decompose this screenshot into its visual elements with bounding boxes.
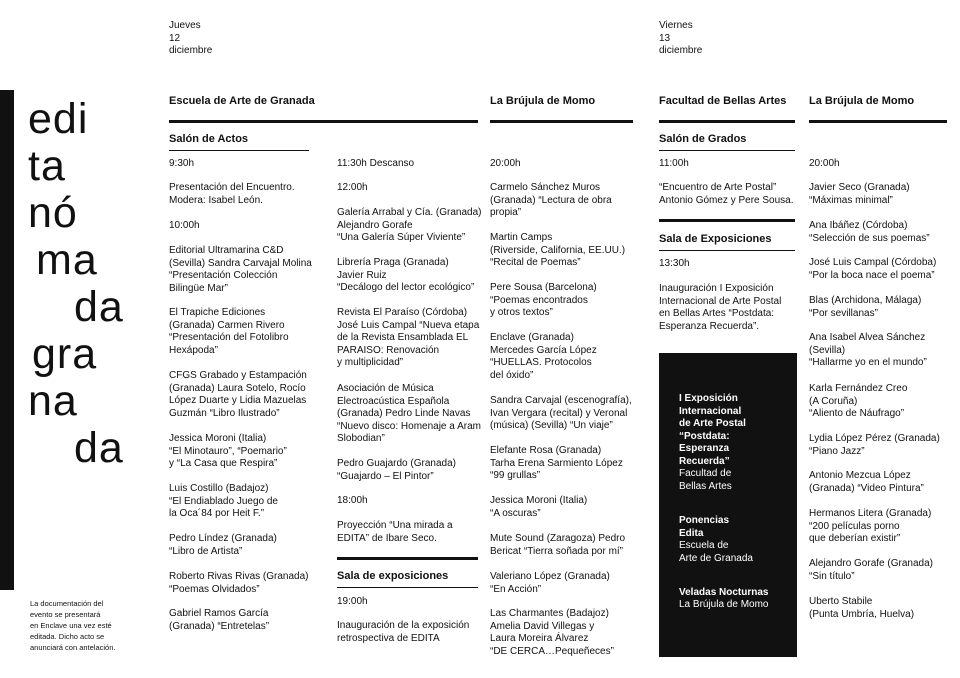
schedule-item: El Trapiche Ediciones (Granada) Carmen Rivero “Presentación del Fotolibro Hexápoda”: [169, 307, 289, 356]
rule-brujula: [490, 120, 633, 123]
schedule-item: Carmelo Sánchez Muros (Granada) “Lectura de obra propia”: [490, 182, 612, 218]
rule-facultad: [659, 120, 795, 123]
logo-line: ma: [36, 236, 98, 284]
info-box-ponencias-place: Escuela de Arte de Granada: [679, 540, 753, 564]
time-label: 11:00h: [659, 158, 689, 169]
logo-line: edi: [28, 95, 89, 143]
time-label: 18:00h: [337, 495, 368, 506]
schedule-item: Pedro Líndez (Granada) “Libro de Artista”: [169, 533, 277, 557]
info-box-ponencias-title: Ponencias Edita: [679, 515, 730, 539]
schedule-item: Javier Seco (Granada) “Máximas minimal”: [809, 182, 910, 206]
info-box: [659, 353, 797, 657]
time-label: 20:00h: [809, 158, 840, 169]
info-box-veladas: [679, 587, 768, 600]
info-box-expo: [679, 393, 746, 468]
time-label: 10:00h: [169, 220, 200, 231]
schedule-item: Pedro Guajardo (Granada) “Guajardo – El Pintor”: [337, 458, 456, 482]
heading-salon-actos: Salón de Actos: [169, 133, 249, 145]
schedule-item: Gabriel Ramos García (Granada) “Entretelas”: [169, 608, 270, 632]
schedule-item: Valeriano López (Granada) “En Acción”: [490, 571, 610, 595]
info-box-ponencias: [679, 515, 729, 540]
time-label: 12:00h: [337, 182, 368, 193]
rule-sala-exposiciones: [659, 219, 795, 222]
venue-facultad: Facultad de Bellas Artes: [659, 95, 787, 107]
schedule-item: Alejandro Gorafe (Granada) “Sin título”: [809, 558, 933, 582]
heading-sala-exposiciones-friday: Sala de Exposiciones: [659, 233, 772, 245]
schedule-item: Ana Isabel Alvea Sánchez (Sevilla) “Hallarme yo en el mundo”: [809, 332, 927, 368]
schedule-item: Uberto Stabile (Punta Umbría, Huelva): [809, 596, 915, 620]
time-label: 11:30h Descanso: [337, 158, 415, 169]
schedule-item: Sandra Carvajal (escenografía), Ivan Vergara (recital) y Veronal (música) (Sevilla) “Un viaje”: [490, 395, 632, 431]
logo-line: nó: [28, 189, 78, 237]
rule-sala-exposiciones-thin: [659, 250, 795, 251]
time-label: 19:00h: [337, 596, 368, 607]
schedule-item: Ana Ibáñez (Córdoba) “Selección de sus poemas”: [809, 220, 930, 244]
rule-salon-actos: [169, 150, 309, 151]
schedule-item: Roberto Rivas Rivas (Granada) “Poemas Olvidados”: [169, 571, 309, 595]
schedule-item: Inauguración I Exposición Internacional de Arte Postal en Bellas Artes “Postdata: Esperanza Recuerda”.: [659, 283, 782, 332]
logo-line: da: [74, 283, 124, 331]
schedule-item: Las Charmantes (Badajoz) Amelia David Villegas y Laura Moreira Álvarez “DE CERCA…Pequeñeces”: [490, 608, 614, 657]
rule-brujula-friday: [809, 120, 947, 123]
schedule-item: Galería Arrabal y Cía. (Granada) Alejandro Gorafe “Una Galería Súper Viviente”: [337, 207, 482, 243]
schedule-item: Blas (Archidona, Málaga) “Por sevillanas”: [809, 295, 922, 319]
schedule-item: “Encuentro de Arte Postal” Antonio Gómez y Pere Sousa.: [659, 182, 794, 206]
schedule-item: Proyección “Una mirada a EDITA” de Ibare Seco.: [337, 520, 453, 544]
schedule-item: Luis Costillo (Badajoz) “El Endiablado Juego de la Oca´84 por Heit F.”: [169, 483, 278, 519]
venue-brujula-friday: La Brújula de Momo: [809, 95, 915, 107]
schedule-item: Asociación de Música Electroacústica Española (Granada) Pedro Linde Navas “Nuevo disco: Homenaje a Aram Slobodian”: [337, 383, 481, 444]
schedule-item: Mute Sound (Zaragoza) Pedro Bericat “Tierra soñada por mí”: [490, 533, 626, 557]
logo-line: da: [74, 424, 124, 472]
rule-salon-grados: [659, 150, 795, 151]
venue-brujula: La Brújula de Momo: [490, 95, 596, 107]
venue-escuela: Escuela de Arte de Granada: [169, 95, 315, 107]
logo-line: na: [28, 377, 78, 425]
left-stripe: [0, 90, 14, 590]
schedule-item: Martin Camps (Riverside, California, EE.UU.) “Recital de Poemas”: [490, 232, 626, 268]
schedule-item: Jessica Moroni (Italia) “El Minotauro”, “Poemario” y “La Casa que Respira”: [169, 433, 287, 469]
heading-salon-grados: Salón de Grados: [659, 133, 747, 145]
date-thursday: Jueves 12 diciembre: [169, 20, 213, 56]
schedule-item: Revista El Paraíso (Córdoba) José Luis Campal “Nueva etapa de la Revista Ensamblada EL PARAISO: Renovación y multiplicidad”: [337, 307, 480, 368]
schedule-item: Pere Sousa (Barcelona) “Poemas encontrados y otros textos”: [490, 282, 597, 318]
schedule-item: Antonio Mezcua López (Granada) “Video Pintura”: [809, 470, 924, 494]
schedule-item: CFGS Grabado y Estampación (Granada) Laura Sotelo, Rocío López Duarte y Lidia Mazuelas Guzmán “Libro Ilustrado”: [169, 370, 307, 419]
schedule-item: Editorial Ultramarina C&D (Sevilla) Sandra Carvajal Molina “Presentación Colección Bilingüe Mar”: [169, 245, 312, 294]
footnote: La documentación del evento se presentará en Enclave una vez esté editada. Dicho acto se anunciará con antelación.: [30, 599, 116, 652]
schedule-item: Jessica Moroni (Italia) “A oscuras”: [490, 495, 588, 519]
schedule-item: Librería Praga (Granada) Javier Ruiz “Decálogo del lector ecológico”: [337, 257, 475, 293]
info-box-veladas-place: La Brújula de Momo: [679, 599, 769, 610]
info-box-expo-title: I Exposición Internacional de Arte Postal “Postdata: Esperanza Recuerda”: [679, 393, 746, 467]
time-label: 13:30h: [659, 258, 690, 269]
rule-escuela: [169, 120, 478, 123]
heading-sala-exposiciones: Sala de exposiciones: [337, 570, 449, 582]
rule-sala-expo: [337, 557, 478, 560]
schedule-item: Presentación del Encuentro. Modera: Isabel León.: [169, 182, 295, 206]
date-friday: Viernes 13 diciembre: [659, 20, 703, 56]
logo: [28, 96, 124, 472]
logo-line: ta: [28, 142, 66, 190]
schedule-item: Karla Fernández Creo (A Coruña) “Aliento de Náufrago”: [809, 383, 908, 419]
schedule-item: Inauguración de la exposición retrospectiva de EDITA: [337, 620, 470, 644]
info-box-expo-place: Facultad de Bellas Artes: [679, 468, 732, 492]
time-label: 20:00h: [490, 158, 521, 169]
info-box-veladas-title: Veladas Nocturnas: [679, 587, 769, 598]
schedule-item: Lydia López Pérez (Granada) “Piano Jazz”: [809, 433, 940, 457]
schedule-item: Enclave (Granada) Mercedes García López “HUELLAS. Protocolos del óxido”: [490, 332, 597, 381]
logo-line: gra: [32, 330, 98, 378]
schedule-item: Hermanos Litera (Granada) “200 películas porno que deberían existir”: [809, 508, 932, 544]
schedule-item: Elefante Rosa (Granada) Tarha Erena Sarmiento López “99 grullas”: [490, 445, 623, 481]
rule-sala-expo-thin: [337, 587, 478, 588]
time-label: 9:30h: [169, 158, 195, 169]
schedule-item: José Luis Campal (Córdoba) “Por la boca nace el poema”: [809, 257, 937, 281]
